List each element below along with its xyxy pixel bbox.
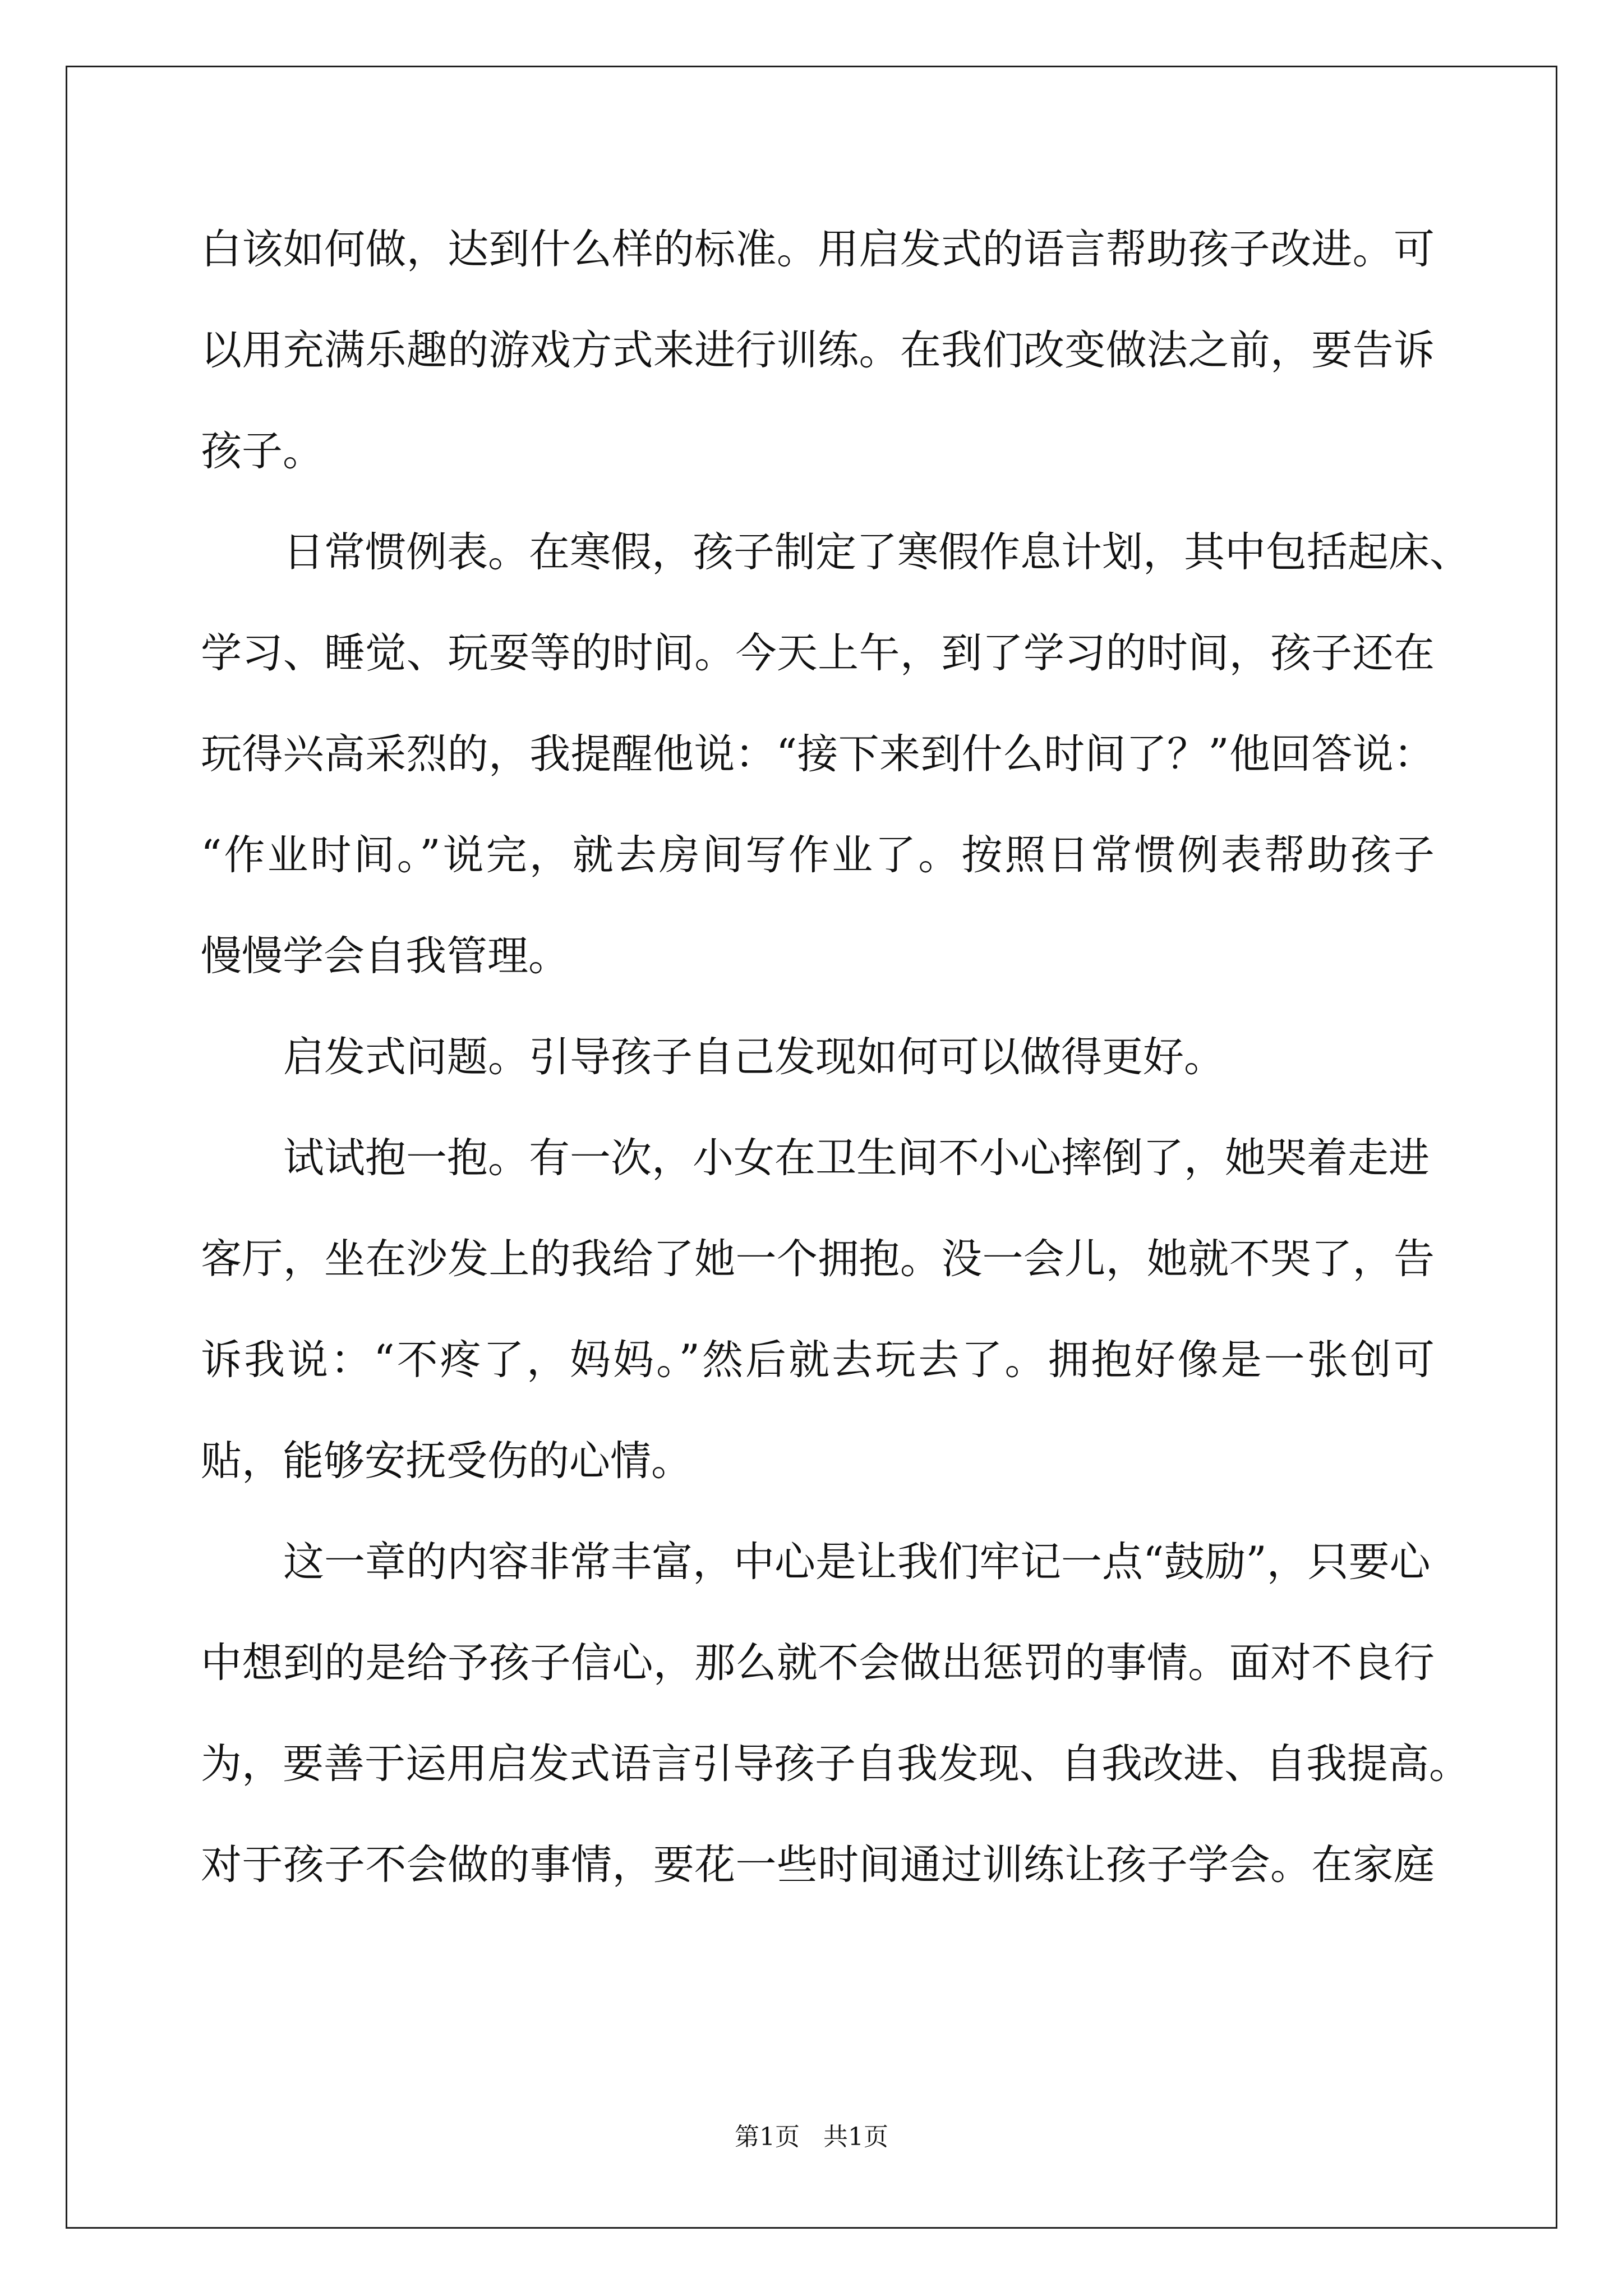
text-line: 试试抱一抱。有一次，小女在卫生间不小心摔倒了，她哭着走进 [283, 1134, 1430, 1182]
page-footer: 第1页 共1页 [735, 2123, 888, 2151]
text-line: 孩子。 [201, 427, 324, 475]
text-line: “作业时间。”说完，就去房间写作业了。按照日常惯例表帮助孩子 [201, 831, 1435, 879]
text-line: 贴，能够安抚受伤的心情。 [201, 1437, 692, 1485]
text-line: 玩得兴高采烈的，我提醒他说：“接下来到什么时间了？”他回答说： [201, 730, 1435, 778]
text-line: 为，要善于运用启发式语言引导孩子自我发现、自我改进、自我提高。 [201, 1740, 1470, 1788]
text-line: 对于孩子不会做的事情，要花一些时间通过训练让孩子学会。在家庭 [201, 1841, 1435, 1889]
text-line: 中想到的是给予孩子信心，那么就不会做出惩罚的事情。面对不良行 [201, 1639, 1435, 1687]
text-line: 学习、睡觉、玩耍等的时间。今天上午，到了学习的时间，孩子还在 [201, 629, 1435, 677]
text-line: 诉我说：“不疼了，妈妈。”然后就去玩去了。拥抱好像是一张创可 [201, 1336, 1435, 1384]
text-line: 白该如何做，达到什么样的标准。用启发式的语言帮助孩子改进。可 [201, 226, 1435, 273]
text-line: 日常惯例表。在寒假，孩子制定了寒假作息计划，其中包括起床、 [283, 528, 1470, 576]
text-line: 这一章的内容非常丰富，中心是让我们牢记一点“鼓励”，只要心 [283, 1538, 1431, 1586]
text-line: 客厅，坐在沙发上的我给了她一个拥抱。没一会儿，她就不哭了，告 [201, 1235, 1435, 1283]
text-line: 启发式问题。引导孩子自己发现如何可以做得更好。 [283, 1033, 1225, 1081]
text-line: 慢慢学会自我管理。 [201, 932, 569, 980]
text-line: 以用充满乐趣的游戏方式来进行训练。在我们改变做法之前，要告诉 [201, 326, 1435, 374]
